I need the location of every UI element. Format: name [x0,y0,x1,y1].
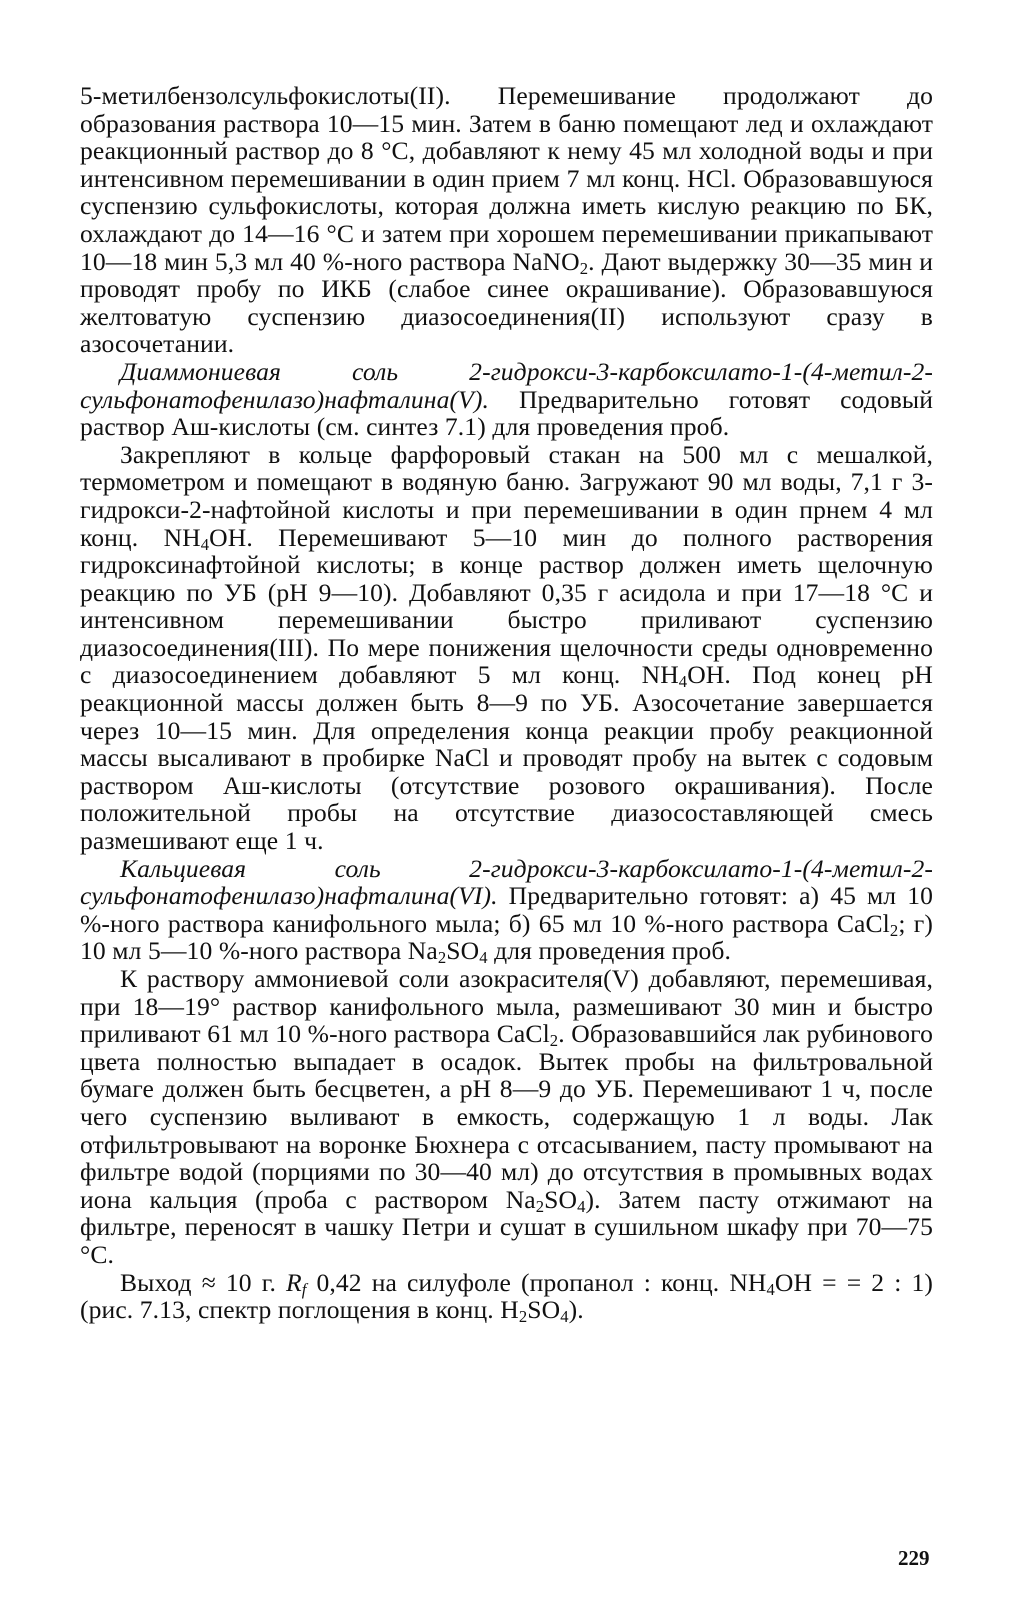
formula-part: CaCl [836,908,890,938]
rf-symbol: R [286,1267,302,1297]
formula-cacl2 [496,1019,559,1051]
formula-part: OH [687,660,725,690]
formula-nh4oh [164,523,247,552]
rf-value [286,1268,306,1297]
paragraph-4-text-b: ; г) 10 мл 5—10 %-ного раствора [80,908,934,966]
paragraph-4 [80,853,934,968]
paragraph-6-text-d: ). [568,1295,584,1325]
paragraph-5 [80,965,933,1269]
formula-part: SO [544,1184,578,1214]
formula-subscript: 4 [577,1196,586,1216]
yield-text: Выход ≈ 10 г. [120,1267,276,1297]
formula-subscript: 2 [518,1307,528,1327]
formula-nh4oh [729,1268,812,1297]
paragraph-6-text-b: 0,42 на силуфоле (пропанол : конц. [316,1267,720,1297]
formula-h2so4 [500,1295,569,1327]
paragraph-3-text-c: . Под конец рН реакционной массы должен быть 8—9 по УБ. Азосочетание завершается через 10—15 мин. Для определения конца реакции пробу реакционной массы высаливают в пробирке NaCl и проводят пробу на вытек с содовым раствором Аш-кислоты (отсутствие розового окрашивания). После положительной пробы на отсутствие диазосоставляющей смесь размешивают еще 1 ч. [80,660,934,856]
paragraph-1-end: . Дают выдержку 30—35 мин и проводят пробу по ИКБ (слабое синее окрашивание). Образовавшуюся желтоватую суспензию диазосоединения(II) используют сразу в азосочетании. [80,246,933,359]
formula-nh4oh [641,660,725,692]
formula-part: Na [505,1184,536,1214]
formula-part: Na [407,936,438,966]
paragraph-5-text-a: К раствору аммониевой соли азокрасителя(V) добавляют, перемешивая, при 18—19° раствор канифольного мыла, размешивают 30 мин и быстро приливают 61 мл 10 %-ного раствора [80,964,933,1049]
formula-part: NH [641,660,679,690]
formula-subscript: 4 [479,948,488,968]
formula-cacl2 [837,909,898,938]
formula-subscript: 2 [579,258,589,278]
formula-part: NH [163,522,201,552]
paragraph-2 [80,358,933,441]
page-body [80,81,934,1327]
formula-part: CaCl [496,1019,550,1049]
formula-subscript: 4 [766,1279,775,1299]
formula-part: NH [729,1267,767,1297]
page-number: 229 [898,1546,930,1570]
paragraph-1-text: 5-метилбензолсульфокислоты(II). Перемешивание продолжают до образования раствора 10—15 мин. Затем в баню помещают лед и охлаждают реакционный раствор до 8 °С, добавляют к нему 45 мл холодной воды и при интенсивном перемешивании в один прием 7 мл конц. HCl. Образовавшуюся суспензию сульфокислоты, которая должна иметь кислую реакцию по БК, охлаждают до 14—16 °С и затем при хорошем перемешивании прикапывают 10—18 мин 5,3 мл 40 %-ного раствора [80,81,933,276]
formula-part: NaNO [512,246,580,276]
paragraph-6 [80,1267,934,1327]
paragraph-4-text-c: для проведения проб. [494,936,731,966]
formula-subscript: 4 [678,672,688,692]
formula-part: SO [446,936,480,966]
section-heading-v: Диаммониевая соль 2-гидрокси-3-карбоксилато-1-(4-метил-2-сульфонатофенилазо)нафталина(V). [80,356,933,414]
paragraph-2-text: Предварительно готовят содовый раствор Аш-кислоты (см. синтез 7.1) для проведения проб. [80,384,934,442]
formula-na2so4 [506,1185,586,1214]
paragraph-3-text-a: Закрепляют в кольце фарфоровый стакан на 500 мл с мешалкой, термометром и помещают в водяную баню. Загружают 90 мл воды, 7,1 г 3-гидрокси-2-нафтойной кислоты и при перемешивании в один прнем 4 мл конц. [80,439,933,552]
formula-na2so4 [407,936,488,968]
paragraph-4-text-a: Предварительно готовят: а) 45 мл 10 %-ного раствора канифольного мыла; б) 65 мл 10 %-ного раствора [80,881,933,938]
paragraph-3 [80,441,933,855]
rf-subscript: f [301,1279,307,1299]
formula-part: OH [209,522,247,552]
formula-nano2 [513,247,589,276]
formula-subscript: 2 [889,920,899,940]
paragraph-5-text-c: ). Затем пасту отжимают на фильтре, переносят в чашку Петри и сушат в сушильном шкафу при 70—75 °С. [80,1184,934,1269]
paragraph-3-text-b: . Перемешивают 5—10 мин до полного растворения гидроксинафтойной кислоты; в конце раствор должен иметь щелочную реакцию по УБ (рН 9—10). Добавляют 0,35 г асидола и при 17—18 °С и интенсивном перемешивании быстро приливают суспензию диазосоединения(III). По мере понижения щелочности среды одновременно с диазосоединением добавляют 5 мл конц. [80,522,934,690]
formula-subscript: 4 [200,534,210,554]
paragraph-5-text-b: . Образовавшийся лак рубинового цвета полностью выпадает в осадок. Вытек пробы на фильтровальной бумаге должен быть бесцветен, а рН 8—9 до УБ. Перемешивают 1 ч, после чего суспензию выливают в емкость, содержащую 1 л воды. Лак отфильтровывают на воронке Бюхнера с отсасыванием, пасту промывают на фильтре водой (порциями по 30—40 мл) до отсутствия в промывных водах иона кальция (проба с раствором [80,1019,934,1214]
formula-subscript: 4 [560,1307,569,1327]
formula-subscript: 2 [437,948,447,968]
section-heading-vi: Кальциевая соль 2-гидрокси-3-карбоксилато-1-(4-метил-2-сульфонатофенилазо)нафталина(VI). [80,853,933,911]
paragraph-1 [80,82,933,358]
formula-subscript: 2 [535,1196,545,1216]
formula-part: OH [774,1267,813,1297]
paragraph-6-text-c: = = 2 : 1) (рис. 7.13, спектр поглощения в конц. [80,1267,934,1325]
formula-part: SO [527,1295,561,1325]
formula-part: H [500,1295,519,1325]
formula-subscript: 2 [549,1031,559,1051]
